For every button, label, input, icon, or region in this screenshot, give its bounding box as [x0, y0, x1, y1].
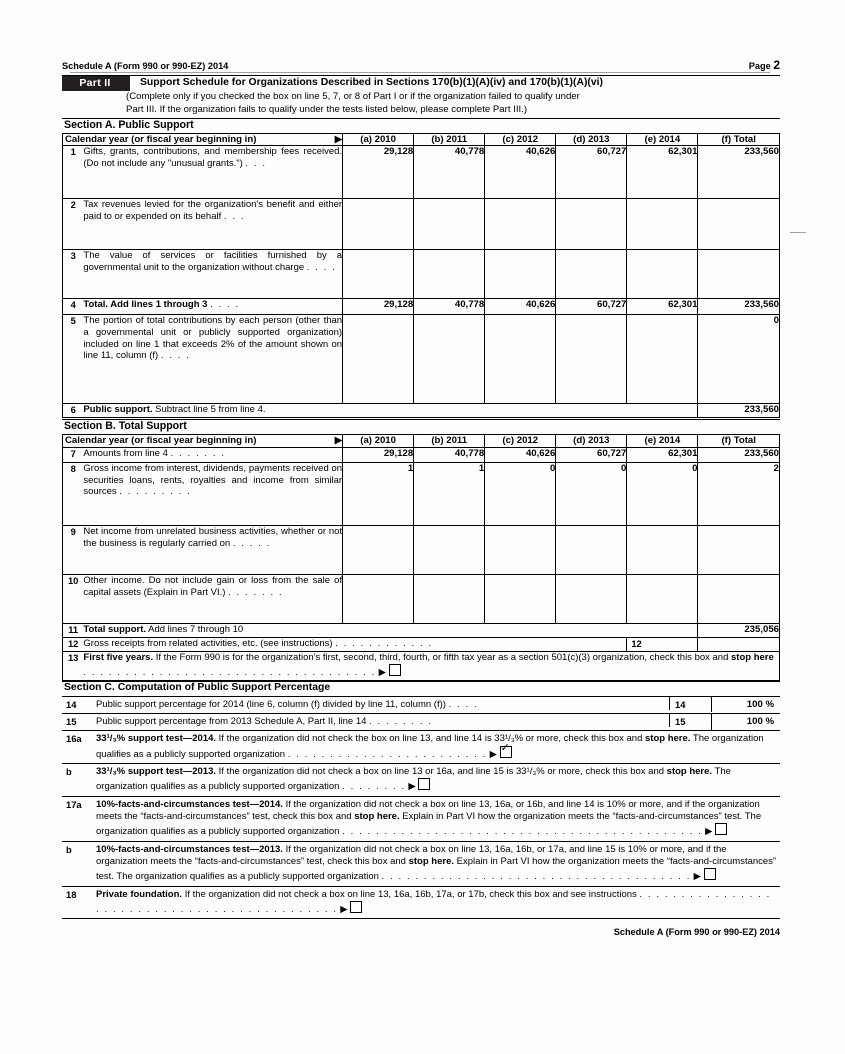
line-4-description: Total. Add lines 1 through 3 . . . . — [83, 299, 342, 315]
line-2-e — [627, 199, 698, 250]
line-2-d — [556, 199, 627, 250]
part-banner — [62, 75, 780, 92]
line-17b-text: 10%-facts-and-circumstances test—2013. If the organization did not check a box on line 13, 16a, 16b, or 17a, and line 15 is 10% or more, and if the organization meets the “facts-and-circumstances” test, check this box and stop here. Explain in Part VI how the organization meets the “facts-and-circumstances” test. The organization qualifies as a publicly supported organization . . . . . . . . . . . . . . . . . . . . . . . . . . . . . . . . . . . . . ▶ — [96, 843, 777, 883]
line-2-a — [343, 199, 414, 250]
line-7-d: 60,727 — [556, 447, 627, 462]
table-row — [63, 146, 780, 199]
line-9-e — [627, 525, 698, 574]
line-17a-arrow-icon: ▶ — [705, 826, 713, 838]
line-10-c — [485, 574, 556, 623]
line-number-16b: b — [66, 766, 72, 778]
line-5-e — [627, 315, 698, 404]
calendar-year-label: Calendar year (or fiscal year beginning in) ▶ — [63, 134, 343, 146]
line-16a-arrow-icon: ▶ — [489, 748, 497, 760]
line-18-rest: If the organization did not check a box on line 13, 16a, 16b, 17a, or 17b, check this box and see instructions — [184, 888, 637, 900]
line-11-description: Total support. Add lines 7 through 10 — [83, 623, 698, 637]
section-a-table — [62, 134, 780, 419]
line-10-e — [627, 574, 698, 623]
col-b-2011: (b) 2011 — [414, 134, 485, 146]
section-b-title: Section B. Total Support — [62, 419, 780, 435]
list-item — [62, 731, 780, 764]
line-14-box-number: 14 — [669, 697, 711, 710]
line-16a-text: 33¹/₃% support test—2014. If the organization did not check the box on line 13, and line 14 is 33¹/₃% or more, check this box and stop here. The organization qualifies as a publicly supported organization . . . . . . . . . . . . . . . . . . . . . . . . ▶ ✓ — [96, 731, 780, 763]
line-10-a — [343, 574, 414, 623]
line-10-d — [556, 574, 627, 623]
line-2-f — [698, 199, 780, 250]
line-3-d — [556, 250, 627, 299]
list-item — [62, 797, 780, 842]
section-c-title: Section C. Computation of Public Support Percentage — [62, 681, 780, 697]
table-row — [63, 199, 780, 250]
line-5-b — [414, 315, 485, 404]
col-c-2012: (c) 2012 — [485, 134, 556, 146]
col-e-2014-b: (e) 2014 — [627, 435, 698, 447]
line-13-description: First five years. If the Form 990 is for the organization's first, second, third, fourth, or fifth tax year as a section 501(c)(3) organization, check this box and stop here . . . . . . . . . . . . . . . . . . . . . . . . . . . . . . . . . . . ▶ — [83, 651, 779, 680]
line-6-description: Public support. Subtract line 5 from line 4. — [83, 404, 698, 418]
line-4-c: 40,626 — [485, 299, 556, 315]
line-4-a: 29,128 — [343, 299, 414, 315]
line-2-b — [414, 199, 485, 250]
col-e-2014: (e) 2014 — [627, 134, 698, 146]
line-number-17a: 17a — [66, 798, 82, 810]
line-8-description: Gross income from interest, dividends, payments received on securities loans, rents, royalties and income from similar sources . . . . . . . . . — [83, 462, 342, 525]
line-3-c — [485, 250, 556, 299]
page-indicator: Page 2 — [748, 58, 780, 72]
line-9-b — [414, 525, 485, 574]
line-12-box-number: 12 — [627, 637, 698, 651]
list-item — [62, 842, 780, 887]
line-15-text: Public support percentage from 2013 Schedule A, Part II, line 14 . . . . . . . . — [96, 716, 433, 728]
line-9-f — [698, 525, 780, 574]
col-f-total: (f) Total — [698, 134, 780, 146]
line-7-f: 233,560 — [698, 447, 780, 462]
line-18-checkbox[interactable] — [350, 901, 362, 913]
line-16b-checkbox[interactable] — [418, 778, 430, 790]
line-1-b: 40,778 — [414, 146, 485, 199]
line-number-13: 13 — [63, 651, 84, 680]
line-1-f: 233,560 — [698, 146, 780, 199]
table-row — [63, 404, 780, 418]
table-row — [63, 651, 780, 680]
line-4-f: 233,560 — [698, 299, 780, 315]
section-c-rows — [62, 697, 780, 920]
list-item — [62, 714, 780, 731]
line-number-9: 9 — [63, 525, 84, 574]
line-8-f: 2 — [698, 462, 780, 525]
arrow-icon: ▶ — [334, 435, 343, 447]
line-10-b — [414, 574, 485, 623]
line-number-11: 11 — [63, 623, 84, 637]
line-3-e — [627, 250, 698, 299]
line-8-a: 1 — [343, 462, 414, 525]
line-number-1: 1 — [63, 146, 84, 199]
calendar-year-label-b: Calendar year (or fiscal year beginning in) ▶ — [63, 435, 343, 447]
line-7-a: 29,128 — [343, 447, 414, 462]
line-5-c — [485, 315, 556, 404]
col-d-2013: (d) 2013 — [556, 134, 627, 146]
col-b-2011-b: (b) 2011 — [414, 435, 485, 447]
line-2-c — [485, 199, 556, 250]
table-row — [63, 250, 780, 299]
section-b-table — [62, 435, 780, 681]
line-5-a — [343, 315, 414, 404]
line-15-box-number: 15 — [669, 714, 711, 727]
table-row — [63, 299, 780, 315]
line-18-text: Private foundation. If the organization did not check a box on line 13, 16a, 16b, 17a, or 17b, check this box and see instructions . . . . . . . . . . . . . . . . . . . . . . . . . . . . . . . . . . . . . . . . . . . . . ▶ — [96, 888, 771, 916]
line-9-c — [485, 525, 556, 574]
line-6-rest: Subtract line 5 from line 4. — [155, 404, 266, 416]
line-7-e: 62,301 — [627, 447, 698, 462]
line-17b-arrow-icon: ▶ — [693, 871, 701, 883]
line-15-value: 100 % — [711, 714, 780, 730]
line-number-2: 2 — [63, 199, 84, 250]
line-6-f: 233,560 — [698, 404, 780, 418]
line-9-description: Net income from unrelated business activities, whether or not the business is regularly carried on . . . . . — [83, 525, 342, 574]
part-subtitle-line-1: (Complete only if you checked the box on line 5, 7, or 8 of Part I or if the organization failed to qualify under — [126, 91, 580, 103]
line-10-description: Other income. Do not include gain or loss from the sale of capital assets (Explain in Part VI.) . . . . . . . — [83, 574, 342, 623]
table-row — [63, 315, 780, 404]
line-13-checkbox[interactable] — [389, 664, 401, 676]
line-number-12: 12 — [63, 637, 84, 651]
line-number-18: 18 — [66, 888, 77, 900]
form-footer: Schedule A (Form 990 or 990-EZ) 2014 — [613, 927, 780, 938]
list-item — [62, 697, 780, 714]
section-a-title: Section A. Public Support — [62, 118, 780, 134]
line-5-f: 0 — [698, 315, 780, 404]
line-1-c: 40,626 — [485, 146, 556, 199]
line-17b-rest: If the organization did not check a box on line 13, 16a, 16b, or 17a, and line 15 is 10% or more, and if the organization meets the “facts-and-circumstances” test, check this box and stop here. Explain in Part VI how the organization meets the “facts-and-circumstances” test. The organization qualifies as a publicly supported organization — [96, 843, 777, 883]
section-a-column-headers — [63, 134, 780, 146]
line-number-3: 3 — [63, 250, 84, 299]
line-3-description: The value of services or facilities furnished by a governmental unit to the organization without charge . . . . — [83, 250, 342, 299]
line-11-f: 235,056 — [698, 623, 780, 637]
line-number-6: 6 — [63, 404, 84, 418]
line-1-a: 29,128 — [343, 146, 414, 199]
col-a-2010: (a) 2010 — [343, 134, 414, 146]
line-1-description: Gifts, grants, contributions, and membership fees received. (Do not include any "unusual grants.") . . . — [83, 146, 342, 199]
col-d-2013-b: (d) 2013 — [556, 435, 627, 447]
line-3-b — [414, 250, 485, 299]
form-header-left: Schedule A (Form 990 or 990-EZ) 2014 — [62, 61, 229, 72]
line-16b-rest: If the organization did not check a box on line 13 or 16a, and line 15 is 33¹/₃% or more, check this box and stop here. The organization qualifies as a publicly supported organization — [96, 766, 731, 793]
line-number-4: 4 — [63, 299, 84, 315]
line-17b-checkbox[interactable] — [704, 868, 716, 880]
line-12-description: Gross receipts from related activities, etc. (see instructions) . . . . . . . . . . . . — [83, 637, 626, 651]
part-title: Support Schedule for Organizations Described in Sections 170(b)(1)(A)(iv) and 170(b)(1)(A)(vi) — [140, 76, 604, 88]
line-7-c: 40,626 — [485, 447, 556, 462]
line-number-15: 15 — [66, 716, 77, 728]
line-number-7: 7 — [63, 447, 84, 462]
section-b-column-headers — [63, 435, 780, 447]
line-8-c: 0 — [485, 462, 556, 525]
table-row — [63, 574, 780, 623]
line-number-17b: b — [66, 843, 72, 855]
line-7-b: 40,778 — [414, 447, 485, 462]
list-item — [62, 887, 780, 919]
line-17a-checkbox[interactable] — [715, 823, 727, 835]
line-11-rest: Add lines 7 through 10 — [148, 623, 244, 635]
table-row — [63, 637, 780, 651]
line-3-f — [698, 250, 780, 299]
col-f-total-b: (f) Total — [698, 435, 780, 447]
line-4-e: 62,301 — [627, 299, 698, 315]
line-16a-rest: If the organization did not check the box on line 13, and line 14 is 33¹/₃% or more, check this box and stop here. The organization qualifies as a publicly supported organization — [96, 733, 764, 760]
line-13-arrow-icon: ▶ — [378, 666, 386, 678]
line-number-8: 8 — [63, 462, 84, 525]
line-7-description: Amounts from line 4 . . . . . . . — [83, 447, 342, 462]
line-18-arrow-icon: ▶ — [340, 904, 348, 916]
line-2-description: Tax revenues levied for the organization's benefit and either paid to or expended on its behalf . . . — [83, 199, 342, 250]
line-1-e: 62,301 — [627, 146, 698, 199]
part-subtitle-line-2: Part III. If the organization fails to qualify under the tests listed below, please complete Part III.) — [126, 104, 528, 116]
line-4-b: 40,778 — [414, 299, 485, 315]
line-number-5: 5 — [63, 315, 84, 404]
table-row — [63, 462, 780, 525]
line-17a-rest: If the organization did not check a box on line 13, 16a, or 16b, and line 14 is 10% or more, and if the organization meets the “facts-and-circumstances” test, check this box and stop here. Explain in Part VI how the organization meets the “facts-and-circumstances” test. The organization qualifies as a publicly supported organization — [96, 798, 762, 838]
part-tag: Part II — [62, 76, 130, 92]
line-9-a — [343, 525, 414, 574]
line-14-value: 100 % — [711, 697, 780, 713]
line-17a-text: 10%-facts-and-circumstances test—2014. If the organization did not check a box on line 13, 16a, or 16b, and line 14 is 10% or more, and if the organization meets the “facts-and-circumstances” test, check this box and stop here. Explain in Part VI how the organization meets the “facts-and-circumstances” test. The organization qualifies as a publicly supported organization . . . . . . . . . . . . . . . . . . . . . . . . . . . . . . . . . . . . . . . . . . . ▶ — [96, 798, 762, 838]
line-number-10: 10 — [63, 574, 84, 623]
line-number-16a: 16a — [66, 733, 82, 745]
col-a-2010-b: (a) 2010 — [343, 435, 414, 447]
arrow-icon: ▶ — [334, 133, 343, 145]
line-5-description: The portion of total contributions by each person (other than a governmental unit or publicly supported organization) included on line 1 that exceeds 2% of the amount shown on line 11, column (f) . . . . — [83, 315, 342, 404]
table-row — [63, 447, 780, 462]
line-16b-text: 33¹/₃% support test—2013. If the organization did not check a box on line 13 or 16a, and line 15 is 33¹/₃% or more, check this box and stop here. The organization qualifies as a publicly supported organization . . . . . . . . ▶ — [96, 766, 731, 793]
line-12-f — [698, 637, 780, 651]
line-3-a — [343, 250, 414, 299]
form-sheet — [62, 58, 780, 939]
line-1-d: 60,727 — [556, 146, 627, 199]
line-13-rest: If the Form 990 is for the organization's first, second, third, fourth, or fifth tax year as a section 501(c)(3) organization, check this box and stop here — [155, 651, 774, 663]
line-9-d — [556, 525, 627, 574]
line-10-f — [698, 574, 780, 623]
line-5-d — [556, 315, 627, 404]
line-14-text: Public support percentage for 2014 (line 6, column (f) divided by line 11, column (f)) . . . . — [96, 698, 479, 710]
list-item — [62, 764, 780, 797]
line-8-b: 1 — [414, 462, 485, 525]
line-8-d: 0 — [556, 462, 627, 525]
line-number-14: 14 — [66, 698, 77, 710]
col-c-2012-b: (c) 2012 — [485, 435, 556, 447]
line-16a-checkbox[interactable] — [500, 746, 512, 758]
table-row — [63, 525, 780, 574]
part-subtitle — [62, 91, 780, 116]
line-16b-arrow-icon: ▶ — [408, 781, 416, 793]
table-row — [63, 623, 780, 637]
line-8-e: 0 — [627, 462, 698, 525]
line-4-d: 60,727 — [556, 299, 627, 315]
